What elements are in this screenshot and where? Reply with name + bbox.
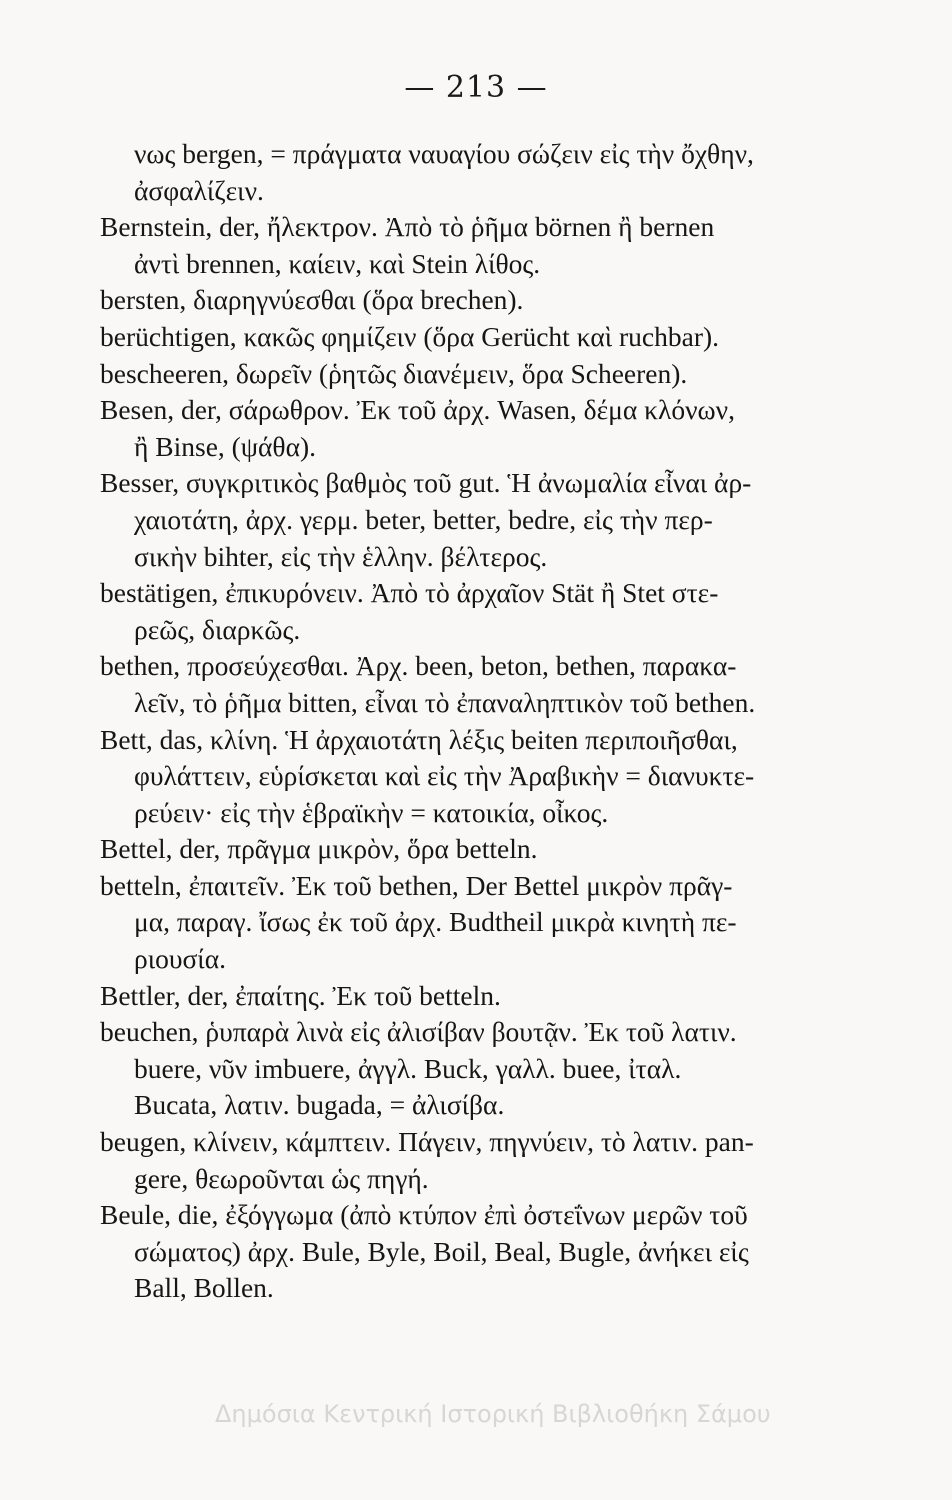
text-line: λεῖν, τὸ ῥῆμα bitten, εἶναι τὸ ἐπαναληπτικὸν τοῦ bethen. (134, 686, 756, 718)
text-line: bethen, προσεύχεσθαι. Ἀρχ. been, beton, bethen, παρακα- (100, 650, 737, 682)
text-line: betteln, ἐπαιτεῖν. Ἐκ τοῦ bethen, Der Bettel μικρὸν πρᾶγ- (100, 869, 733, 901)
library-watermark: Δημόσια Κεντρική Ιστορική Βιβλιοθήκη Σάμου (215, 1400, 771, 1428)
text-line: Besen, der, σάρωθρον. Ἐκ τοῦ ἀρχ. Wasen, δέμα κλόνων, (100, 394, 735, 426)
text-line: gere, θεωροῦνται ὡς πηγή. (134, 1162, 429, 1194)
text-line: beuchen, ῥυπαρὰ λινὰ εἰς ἀλισίβαν βουτᾷν. Ἐκ τοῦ λατιν. (100, 1016, 737, 1048)
text-line: μα, παραγ. ἴσως ἐκ τοῦ ἀρχ. Budtheil μικρὰ κινητὴ πε- (134, 906, 737, 938)
text-line: bescheeren, δωρεῖν (ῥητῶς διανέμειν, ὅρα Scheeren). (100, 357, 688, 389)
text-line: ρεῶς, διαρκῶς. (134, 613, 301, 645)
text-line: Bucata, λατιν. bugada, = ἀλισίβα. (134, 1089, 505, 1121)
text-line: νως bergen, = πράγματα ναυαγίου σώζειν εἰς τὴν ὄχθην, (134, 138, 754, 169)
text-line: Bett, das, κλίνη. Ἡ ἀρχαιοτάτη λέξις beiten περιποιῆσθαι, (100, 723, 738, 755)
text-line: bestätigen, ἐπικυρόνειν. Ἀπὸ τὸ ἀρχαῖον Stät ἢ Stet στε- (100, 577, 719, 609)
text-line: ριουσία. (134, 943, 226, 975)
text-line: ρεύειν· εἰς τὴν ἑβραϊκὴν = κατοικία, οἶκος. (134, 796, 609, 828)
page-number: — 213 — (404, 70, 548, 105)
text-line: bersten, διαρηγνύεσθαι (ὅρα brechen). (100, 284, 524, 316)
text-line: Besser, συγκριτικὸς βαθμὸς τοῦ gut. Ἡ ἀνωμαλία εἶναι ἀρ- (100, 467, 752, 499)
text-line: σώματος) ἀρχ. Bule, Byle, Boil, Beal, Bugle, ἀνήκει εἰς (134, 1235, 749, 1267)
text-line: Bettel, der, πρᾶγμα μικρὸν, ὅρα betteln. (100, 833, 538, 865)
text-line: ἀντὶ brennen, καίειν, καὶ Stein λίθος. (134, 247, 541, 279)
text-line: φυλάττειν, εὑρίσκεται καὶ εἰς τὴν Ἀραβικὴν = διανυκτε- (134, 760, 755, 792)
text-line: Ball, Bollen. (134, 1272, 274, 1304)
text-line: Bettler, der, ἐπαίτης. Ἐκ τοῦ betteln. (100, 979, 501, 1011)
text-line: ἢ Binse, (ψάθα). (134, 430, 317, 462)
text-line: σικὴν bihter, εἰς τὴν ἑλλην. βέλτερος. (134, 540, 548, 572)
text-line: berüchtigen, κακῶς φημίζειν (ὅρα Gerücht καὶ ruchbar). (100, 320, 720, 352)
text-line: ἀσφαλίζειν. (134, 174, 264, 206)
text-line: χαιοτάτη, ἀρχ. γερμ. beter, better, bedre, εἰς τὴν περ- (134, 503, 713, 535)
text-line: beugen, κλίνειν, κάμπτειν. Πάγειν, πηγνύειν, τὸ λατιν. pan- (100, 1126, 754, 1158)
text-line: buere, νῦν imbuere, ἀγγλ. Buck, γαλλ. buee, ἰταλ. (134, 1052, 682, 1084)
dictionary-text (100, 136, 830, 1307)
text-line: Beule, die, ἐξόγγωμα (ἀπὸ κτύπον ἐπὶ ὀστεΐνων μερῶν τοῦ (100, 1199, 748, 1231)
text-line: Bernstein, der, ἤλεκτρον. Ἀπὸ τὸ ῥῆμα börnen ἢ bernen (100, 211, 715, 243)
